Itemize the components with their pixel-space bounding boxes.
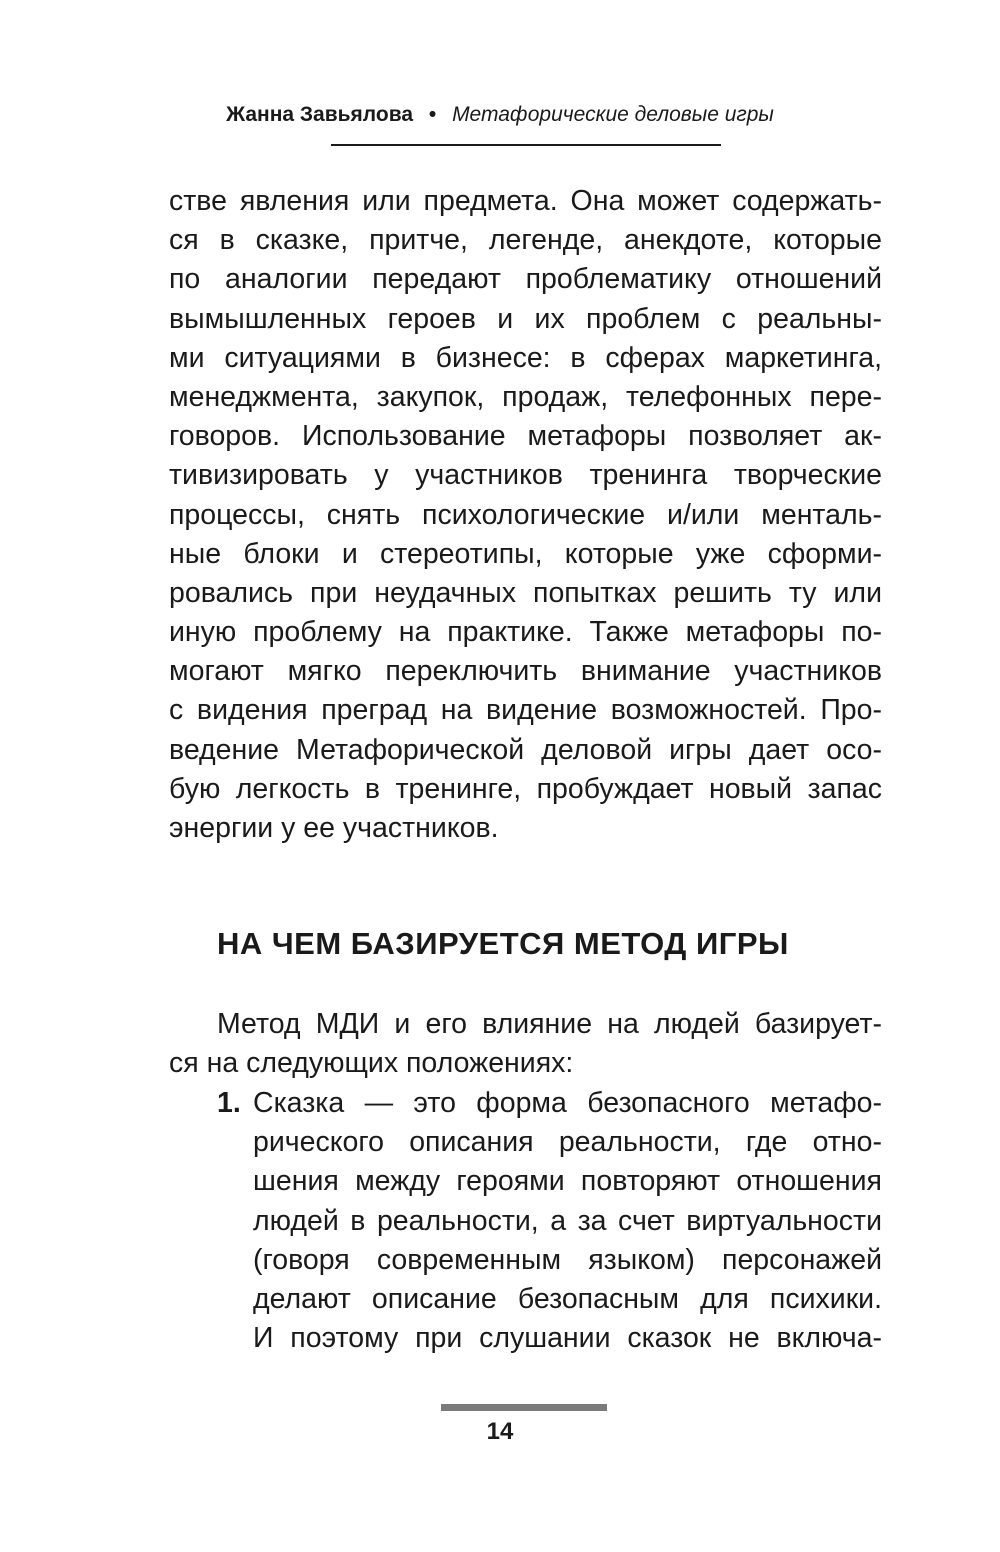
- header-rule: [331, 144, 721, 146]
- list-item-line: делают описание безопасным для психики.: [253, 1282, 882, 1315]
- intro-paragraph: [169, 1005, 882, 1083]
- intro-line: Метод МДИ и его влияние на людей базирует-: [217, 1008, 882, 1040]
- paragraph-top: [169, 182, 882, 848]
- paragraph-line: ные блоки и стереотипы, которые уже сформи-: [169, 537, 882, 570]
- page-number: 14: [486, 1418, 514, 1445]
- paragraph-line: по аналогии передают проблематику отношений: [169, 263, 882, 296]
- footer-bar: [441, 1404, 607, 1411]
- paragraph-line: процессы, снять психологические и/или менталь-: [169, 498, 882, 531]
- list-item-line: (говоря современным языком) персонажей: [253, 1243, 882, 1276]
- paragraph-line: ся в сказке, притче, легенде, анекдоте, которые: [169, 224, 882, 257]
- list-item-line: И поэтому при слушании сказок не включа-: [253, 1322, 882, 1355]
- paragraph-line: с видения преград на видение возможностей. Про-: [169, 694, 882, 727]
- paragraph-line: говоров. Использование метафоры позволяет ак-: [169, 420, 882, 453]
- running-header: [0, 100, 1000, 130]
- list-item-line: рического описания реальности, где отно-: [253, 1126, 882, 1159]
- paragraph-line: ведение Метафорической деловой игры дает осо-: [169, 733, 882, 766]
- paragraph-line: энергии у ее участников.: [169, 812, 499, 844]
- paragraph-line: тивизировать у участников тренинга творческие: [169, 459, 882, 492]
- paragraph-line: ровались при неудачных попытках решить ту или: [169, 576, 882, 609]
- header-book-title: Метафорические деловые игры: [452, 103, 774, 126]
- section-heading: НА ЧЕМ БАЗИРУЕТСЯ МЕТОД ИГРЫ: [217, 926, 789, 961]
- paragraph-line: могают мягко переключить внимание участников: [169, 655, 882, 688]
- paragraph-line: стве явления или предмета. Она может содержать-: [169, 185, 882, 217]
- header-author: Жанна Завьялова: [226, 103, 414, 126]
- list-item-line: людей в реальности, а за счет виртуальности: [253, 1204, 882, 1237]
- intro-line: ся на следующих положениях:: [169, 1047, 574, 1080]
- list-item-line: Сказка — это форма безопасного метафо-: [253, 1087, 882, 1119]
- list-item-number: 1.: [217, 1087, 241, 1119]
- paragraph-line: иную проблему на практике. Также метафоры по-: [169, 616, 882, 649]
- paragraph-line: менеджмента, закупок, продаж, телефонных пере-: [169, 380, 882, 413]
- header-separator: •: [428, 103, 437, 126]
- paragraph-line: бую легкость в тренинге, пробуждает новый запас: [169, 772, 882, 805]
- paragraph-line: вымышленных героев и их проблем с реальны-: [169, 302, 882, 335]
- list-item-line: шения между героями повторяют отношения: [253, 1165, 882, 1198]
- list-item-text: [253, 1084, 882, 1358]
- paragraph-line: ми ситуациями в бизнесе: в сферах маркетинга,: [169, 341, 882, 374]
